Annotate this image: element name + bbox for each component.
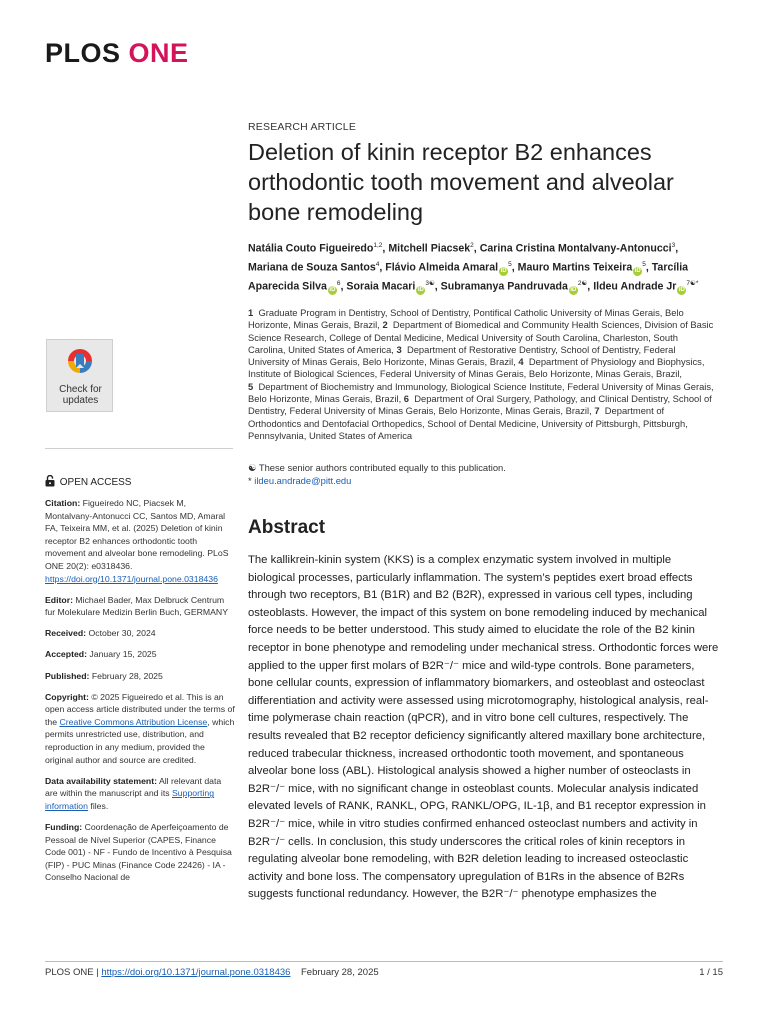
affiliation-number: 5 [248, 380, 254, 392]
article-type: RESEARCH ARTICLE [248, 121, 357, 133]
orcid-icon[interactable]: iD [570, 286, 577, 293]
orcid-icon[interactable]: iD [678, 286, 685, 293]
footer-date: February 28, 2025 [301, 967, 379, 978]
author-affiliation-mark: 1,2 [373, 242, 383, 249]
received-date: Received: October 30, 2024 [45, 628, 156, 639]
supporting-information-link[interactable]: Supporting information [45, 788, 215, 811]
affiliation-text: Department of Orthodontics and Dentofacial Orthopedics, School of Dental Medicine, University of Pittsburgh, Pittsburgh, Pennsylvania, United States of America [248, 405, 688, 441]
author-affiliation-mark: 3☯ [425, 280, 435, 288]
check-for-updates-label: Check for updates [59, 384, 102, 406]
affiliation-text: Department of Oral Surgery, Pathology, and Clinical Dentistry, School of Dentistry, Federal University of Minas Gerais, Belo Horizonte, Minas Gerais, Brazil, [248, 393, 712, 417]
author-affiliation-mark: 2 [470, 242, 474, 249]
affiliation-number: 7 [594, 405, 600, 417]
equal-contribution-note: ☯ These senior authors contributed equally to this publication. [248, 462, 506, 473]
corresponding-author [248, 475, 718, 488]
affiliation-text: Department of Biochemistry and Immunology, Biological Science Institute, Federal University of Minas Gerais, Belo Horizonte, Minas Gerais, Brazil, [248, 380, 714, 405]
author-name: Carina Cristina Montalvany-Antonucci [479, 242, 672, 255]
logo-one: ONE [128, 38, 189, 68]
author-affiliation-mark: 2☯ [577, 280, 588, 288]
affiliation-number: 2 [382, 319, 388, 331]
author-name: Natália Couto Figueiredo [248, 242, 374, 255]
published-date: Published: February 28, 2025 [45, 670, 163, 681]
equal-contribution-icon: ☯ [248, 462, 257, 473]
citation-doi-link[interactable]: https://doi.org/10.1371/journal.pone.0318436 [45, 573, 218, 584]
author-affiliation-mark: 7☯* [686, 280, 699, 288]
affiliation-text: Department of Physiology and Biophysics, Institute of Biological Sciences, Federal University of Minas Gerais, Belo Horizonte, Minas Gerais, Brazil, [248, 356, 705, 380]
check-for-updates-badge[interactable] [46, 339, 113, 412]
author-name: Mauro Martins Teixeira [517, 261, 633, 274]
contact-email-link[interactable]: ildeu.andrade@pitt.edu [254, 474, 352, 486]
orcid-icon[interactable]: iD [634, 267, 641, 274]
affiliation-number: 3 [396, 343, 402, 355]
orcid-icon[interactable]: iD [417, 286, 424, 293]
license-link[interactable]: Creative Commons Attribution License [59, 716, 208, 727]
affiliation-text: Department of Biomedical and Community Health Sciences, Division of Basic Science Research, College of Dental Medicine, Medical University of South Carolina, Charleston, South Carolina, United States of America, [248, 319, 714, 355]
editor-block: Editor: Michael Bader, Max Delbruck Centrum fur Molekulare Medizin Berlin Buch, GERMANY [45, 594, 228, 618]
affiliation-number: 6 [403, 393, 410, 405]
asterisk-icon: * [248, 474, 252, 486]
author-affiliation-mark: 3 [671, 242, 676, 249]
author-name: Ildeu Andrade Jr [593, 280, 677, 293]
author-affiliation-mark: 5 [508, 261, 512, 269]
journal-logo[interactable] [45, 38, 189, 69]
footer-doi-link[interactable]: https://doi.org/10.1371/journal.pone.0318436 [101, 967, 291, 978]
copyright-block: Copyright: © 2025 Figueiredo et al. This is an open access article distributed under the terms of the Creative Commons Attribution License, which permits unrestricted use, distribution, and reproduction in any medium, provided the original author and source are credited. [45, 691, 235, 765]
citation-block: Citation: Figueiredo NC, Piacsek M, Montalvany-Antonucci CC, Santos MD, Amaral FA, Teixeira MM, et al. (2025) Deletion of kinin receptor B2 enhances orthodontic tooth movement and alveolar bone remodeling. PLoS ONE 20(2): e0318436. https://doi.org/10.1371/journal.pone.0318436 [45, 498, 229, 584]
abstract-text: The kallikrein-kinin system (KKS) is a complex enzymatic system involved in multiple biological processes, particularly inflammation. The system’s peptides exert broad effects through two receptors, B1 (B1R) and B2 (B2R), expressed in various cell types, including osteoblasts. However, the impact of this system on bone remodeling induced by mechanical force needs to be better understood. This study aimed to elucidate the role of the B2 kinin receptor in bone phenotype and remodeling under mechanical stress. Orthodontic forces were applied to the upper first molars of B2R⁻/⁻ mice and wild-type controls. Bone parameters, bone cellular counts, expression of inflammatory biomarkers, and osteoblast and osteoclast differentiation and activity were assessed using microtomography, histological analysis, real-time polymerase chain reaction (qPCR), and in vitro bone cell cultures, respectively. The results revealed that B2 receptor deficiency significantly altered maxillary bone architecture, reduced trabecular thickness, increased orthodontic tooth movement, and spontaneous alveolar bone loss (ABL). Histological analysis showed a higher number of osteoclasts in B2R⁻/⁻ mice, with no significant change in osteoblast counts. Molecular analysis indicated elevated levels of RANK, RANKL, OPG, RANKL/OPG, IL-1β, and B1 receptor expression in B2R⁻/⁻ mice, while in vitro studies confirmed enhanced osteoclast numbers and activity in B2R⁻/⁻ cells. In conclusion, this study underscores the critical roles of kinin receptors in regulating alveolar bone remodeling, with B2R deletion leading to increased osteoclastic activity and bone loss. The compensatory upregulation of B1Rs in the absence of B2Rs suggests functional redundancy. However, the B2R⁻/⁻ phenotype emphasizes the [248, 554, 719, 901]
page-number: 1 / 15 [699, 967, 723, 978]
logo-plos: PLOS [45, 38, 121, 68]
data-availability-block: Data availability statement: All relevant data are within the manuscript and its Supporting information files. [45, 775, 222, 811]
affiliations [248, 307, 718, 442]
author-name: Flávio Almeida Amaral [385, 261, 499, 274]
sidebar-divider [45, 448, 233, 449]
author-name: Mitchell Piacsek [388, 242, 471, 255]
author-affiliation-mark: 5 [642, 261, 646, 269]
open-lock-icon [45, 475, 55, 487]
author-name: Soraia Macari [346, 280, 416, 293]
author-affiliation-mark: 6 [336, 280, 341, 288]
affiliation-number: 1 [248, 307, 254, 318]
affiliation-text: Graduate Program in Dentistry, School of Dentistry, Pontifical Catholic University of Minas Gerais, Belo Horizonte, Minas Gerais, Brazil, [248, 307, 684, 331]
author-affiliation-mark: 4 [375, 261, 380, 269]
abstract-heading: Abstract [248, 517, 326, 538]
affiliation-number: 4 [518, 356, 524, 368]
author-name: Mariana de Souza Santos [248, 261, 376, 274]
article-title: Deletion of kinin receptor B2 enhances orthodontic tooth movement and alveolar bone remodeling [248, 139, 674, 225]
funding-block: Funding: Coordenação de Aperfeiçoamento de Pessoal de Nível Superior (CAPES, Finance Code 001) - NF - Fundo de Incentivo à Pesquisa (FIP) - PUC Minas (Finance Code 22426) - IA - Conselho Nacional de [45, 821, 232, 883]
article-info-sidebar [45, 497, 235, 892]
author-notes [248, 462, 718, 487]
accepted-date: Accepted: January 15, 2025 [45, 649, 157, 660]
author-name: Subramanya Pandruvada [440, 280, 568, 293]
orcid-icon[interactable]: iD [329, 286, 336, 293]
crossmark-icon [64, 345, 96, 383]
footer-journal: PLOS ONE [45, 967, 94, 978]
author-name: Tarcília Aparecida Silva [248, 261, 689, 293]
open-access-badge: OPEN ACCESS [45, 475, 131, 488]
orcid-icon[interactable]: iD [500, 267, 507, 274]
author-list: Natália Couto Figueiredo$^{1,2}$, Mitchell Piacsek$^2$, Carina Cristina Montalvany-Antonucci$^3$, Mariana de Souza Santos$^4$, Flávio Almeida Amaral $iD^5$, Mauro Martins Teixeira $iD^5$, Tarcília Aparecida Silva $iD^6$, Soraia Macari $iD^{3☯}$, Subramanya Pandruvada $iD^{2☯}$, Ildeu Andrade Jr $iD^{7☯*}$ [248, 242, 699, 293]
footer-divider [45, 961, 723, 962]
affiliation-text: Department of Restorative Dentistry, School of Dentistry, Federal University of Minas Gerais, Belo Horizonte, Minas Gerais, Brazil, [248, 343, 676, 368]
